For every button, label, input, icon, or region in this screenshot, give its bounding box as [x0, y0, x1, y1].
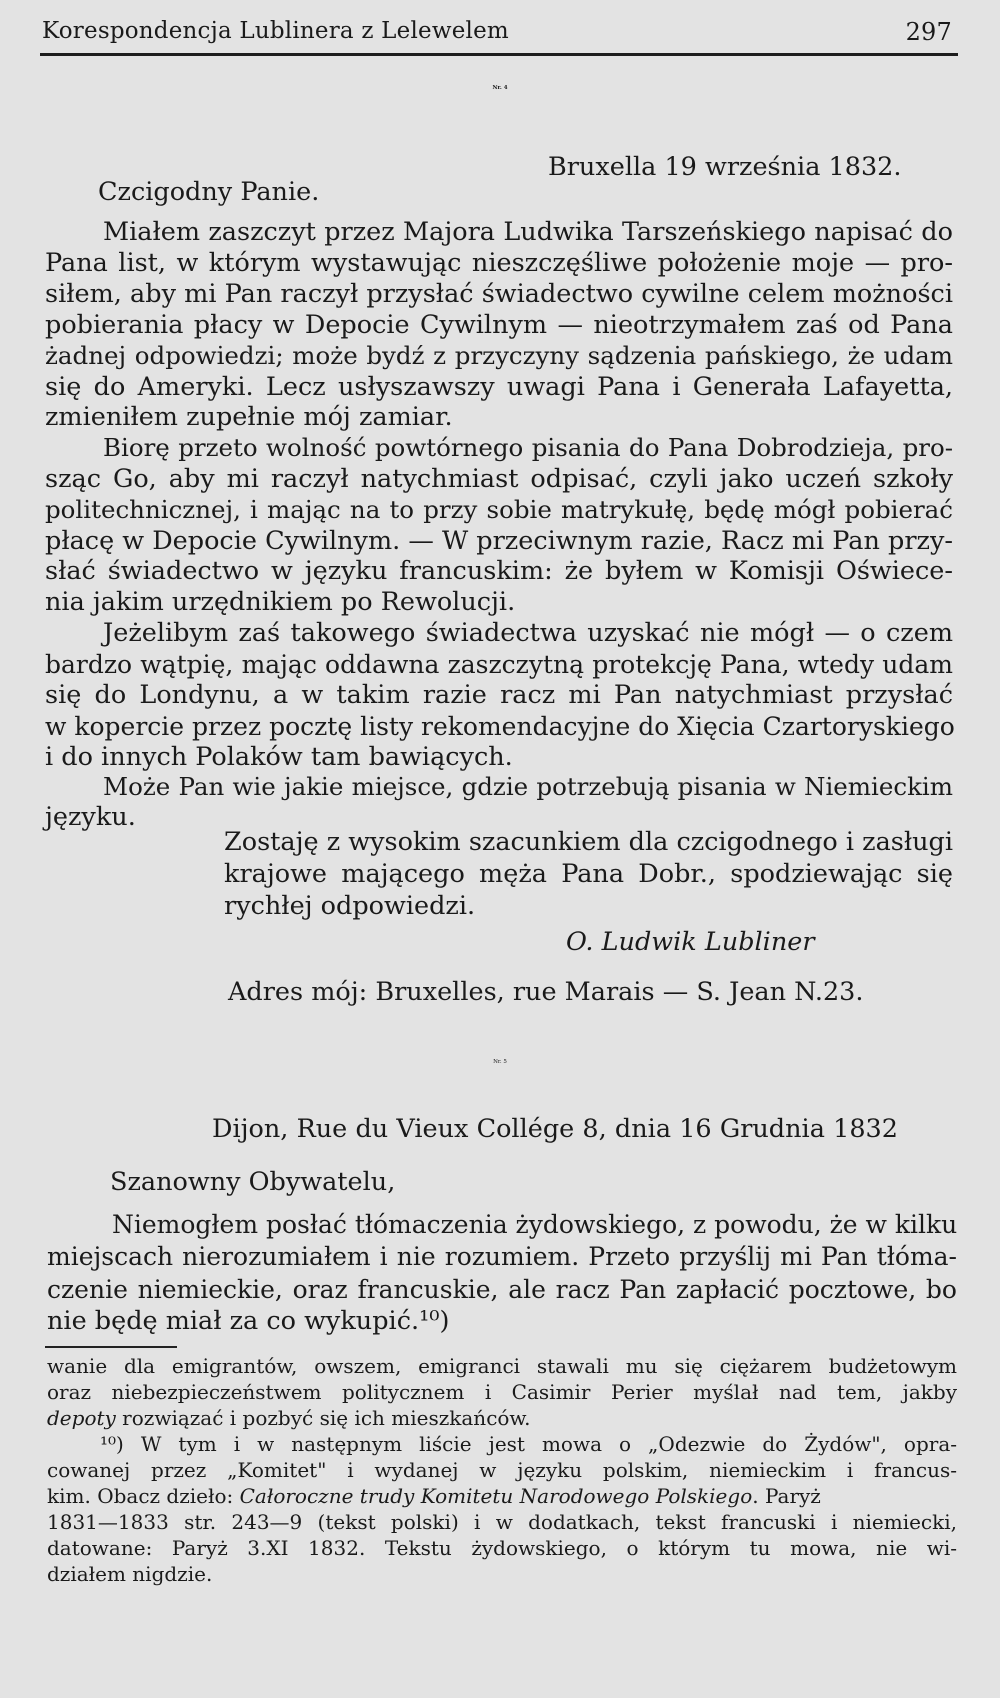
- closing-line: krajowe mającego męża Pana Dobr., spodziewając się: [224, 859, 953, 889]
- footnote-line: oraz niebezpieczeństwem politycznem i Casimir Perier myślał nad tem, jakby: [47, 1380, 957, 1404]
- letter-5-number: Nr. 5: [493, 1059, 507, 1065]
- footnote-text: rozwiązać i pozbyć się ich mieszkańców.: [115, 1406, 531, 1430]
- letter-4-place-date: Bruxella 19 września 1832.: [548, 152, 902, 182]
- letter-4-line: w kopercie przez pocztę listy rekomendacyjne do Xięcia Czartoryskiego: [45, 712, 955, 741]
- footnote-10-line: cowanej przez „Komitet" i wydanej w języku polskim, niemieckim i francus-: [47, 1458, 957, 1482]
- letter-4-line: pobierania płacy w Depocie Cywilnym — nieotrzymałem zaś od Pana: [45, 310, 953, 340]
- footnote-10-line: datowane: Paryż 3.XI 1832. Tekstu żydowskiego, o którym tu mowa, nie wi-: [47, 1536, 957, 1560]
- letter-4-line: się do Ameryki. Lecz usłyszawszy uwagi Pana i Generała Lafayetta,: [45, 372, 953, 402]
- header-rule: [40, 53, 958, 56]
- footnote-line: [47, 1408, 531, 1428]
- footnote-10-line: działem nigdzie.: [47, 1562, 213, 1586]
- page-number: 297: [905, 18, 952, 46]
- letter-4-number: Nr. 4: [492, 85, 508, 91]
- letter-4-line: nia jakim urzędnikiem po Rewolucji.: [45, 587, 516, 617]
- letter-5-line: miejscach nierozumiałem i nie rozumiem. Przeto przyślij mi Pan tłóma-: [47, 1242, 957, 1271]
- letter-4-salutation: Czcigodny Panie.: [98, 177, 320, 207]
- letter-4-line: i do innych Polaków tam bawiących.: [45, 742, 513, 772]
- footnote-line: wanie dla emigrantów, owszem, emigranci stawali mu się ciężarem budżetowym: [47, 1354, 957, 1378]
- footnote-italic-word: depoty: [47, 1406, 116, 1430]
- letter-4-line: Miałem zaszczyt przez Majora Ludwika Tarszeńskiego napisać do: [103, 217, 953, 247]
- letter-4-line: Pana list, w którym wystawując nieszczęśliwe położenie moje — pro-: [45, 248, 953, 278]
- letter-4-line: politechnicznej, i mając na to przy sobie matrykułę, będę mógł pobierać: [45, 495, 953, 524]
- letter-5-line: nie będę miał za co wykupić.¹⁰): [47, 1306, 450, 1336]
- letter-4-line: Może Pan wie jakie miejsce, gdzie potrzebują pisania w Niemieckim: [103, 772, 953, 801]
- letter-4-line: się do Londynu, a w takim razie racz mi Pan natychmiast przysłać: [45, 680, 953, 710]
- letter-4-address: Adres mój: Bruxelles, rue Marais — S. Jean N.23.: [228, 977, 864, 1007]
- letter-4-line: języku.: [45, 802, 136, 832]
- letter-4-line: bardzo wątpię, mając oddawna zaszczytną protekcję Pana, wtedy udam: [45, 650, 953, 679]
- letter-5-salutation: Szanowny Obywatelu,: [110, 1167, 396, 1197]
- footnote-10-line: 1831—1833 str. 243—9 (tekst polski) i w dodatkach, tekst francuski i niemiecki,: [47, 1510, 957, 1534]
- letter-4-signature: O. Ludwik Lubliner: [566, 927, 815, 957]
- letter-4-line: zmieniłem zupełnie mój zamiar.: [45, 402, 453, 432]
- letter-4-line: słać świadectwo w języku francuskim: że byłem w Komisji Oświece-: [45, 556, 953, 586]
- letter-5-line: czenie niemieckie, oraz francuskie, ale racz Pan zapłacić pocztowe, bo: [47, 1275, 957, 1304]
- letter-4-line: sząc Go, aby mi raczył natychmiast odpisać, czyli jako uczeń szkoły: [45, 464, 953, 494]
- footnote-rule: [45, 1346, 177, 1348]
- letter-4-line: Jeżelibym zaś takowego świadectwa uzyskać nie mógł — o czem: [103, 618, 953, 648]
- closing-line: Zostaję z wysokim szacunkiem dla czcigodnego i zasługi: [224, 827, 954, 857]
- footnote-10-line: ¹⁰) W tym i w następnym liście jest mowa o „Odezwie do Żydów", opra-: [100, 1432, 957, 1456]
- letter-4-line: siłem, aby mi Pan raczył przysłać świadectwo cywilne celem możności: [45, 279, 953, 309]
- footnote-text: kim. Obacz dzieło:: [47, 1484, 240, 1508]
- running-head-title: Korespondencja Lublinera z Lelewelem: [42, 18, 509, 44]
- footnote-book-title: Całoroczne trudy Komitetu Narodowego Polskiego: [239, 1484, 753, 1508]
- letter-4-line: żadnej odpowiedzi; może bydź z przyczyny sądzenia pańskiego, że udam: [45, 341, 953, 370]
- letter-5-line: Niemogłem posłać tłómaczenia żydowskiego, z powodu, że w kilku: [112, 1210, 958, 1239]
- letter-5-place-date: Dijon, Rue du Vieux Collége 8, dnia 16 Grudnia 1832: [212, 1114, 898, 1144]
- closing-line: rychłej odpowiedzi.: [224, 891, 476, 921]
- letter-4-line: płacę w Depocie Cywilnym. — W przeciwnym razie, Racz mi Pan przy-: [45, 526, 953, 556]
- footnote-text: . Paryż: [752, 1484, 821, 1508]
- letter-4-line: Biorę przeto wolność powtórnego pisania do Pana Dobrodzieja, pro-: [103, 433, 953, 462]
- footnote-10-line: [47, 1486, 957, 1506]
